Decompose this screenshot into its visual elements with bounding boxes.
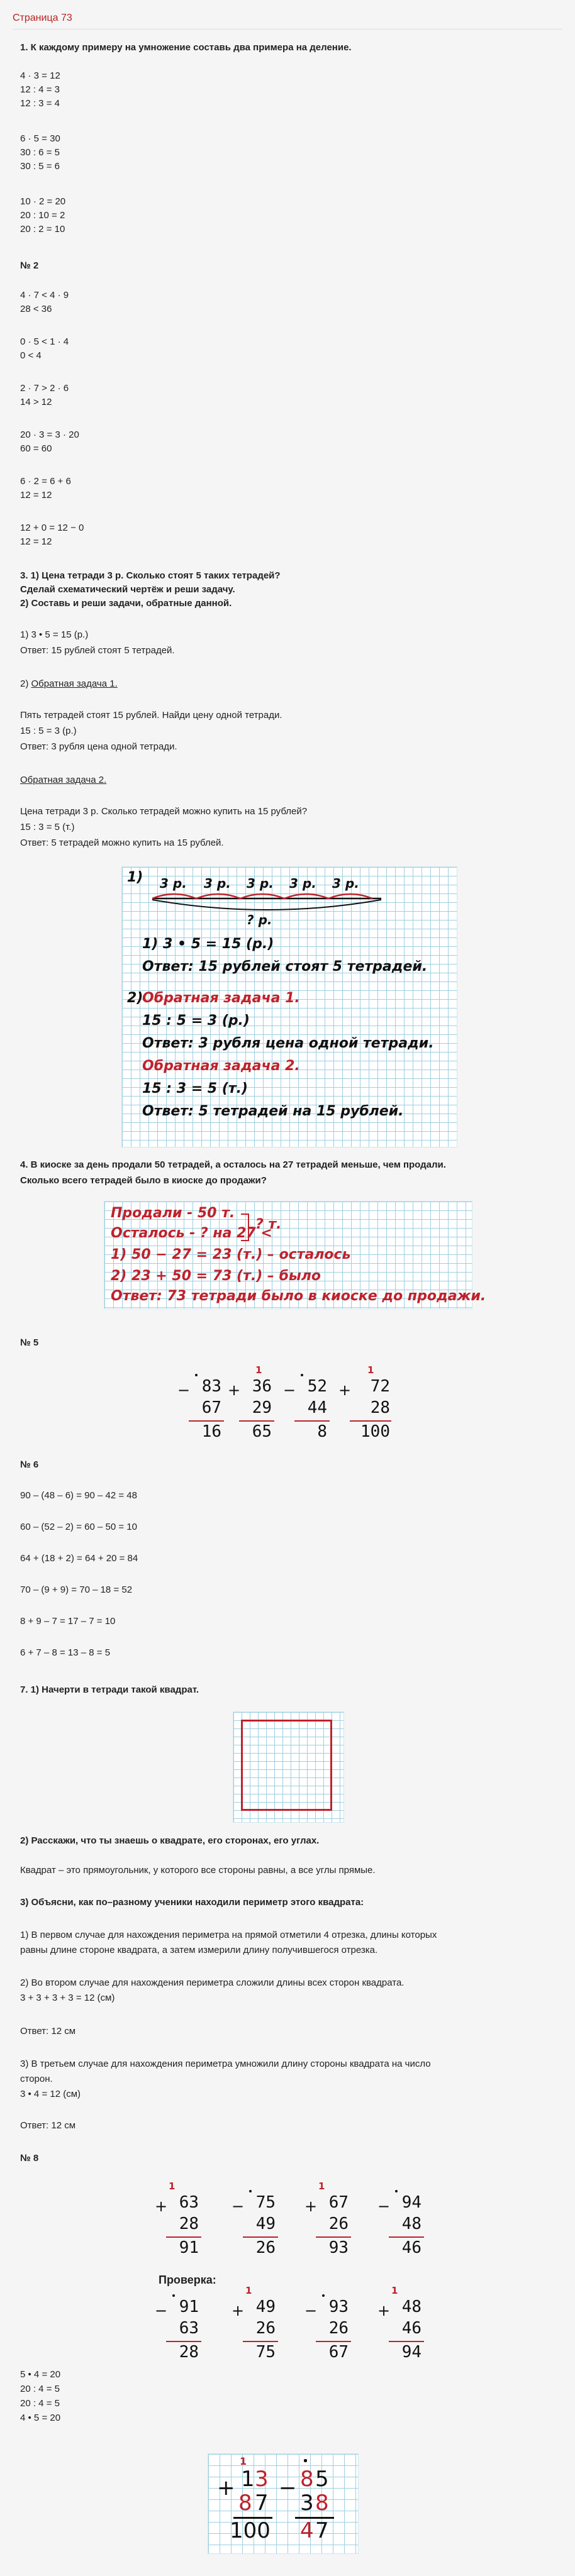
answer: Ответ: 3 рубля цена одной тетради. <box>142 1036 434 1051</box>
task3-answer: Ответ: 15 рублей стоят 5 тетрадей. <box>20 645 175 656</box>
plus-sign: + <box>217 2475 235 2501</box>
task3-solution: 1) 3 • 5 = 15 (р.) <box>20 629 89 640</box>
task3-notebook-image <box>121 866 457 1147</box>
task9-line: 5 • 4 = 20 <box>20 2369 61 2380</box>
task6-line: 90 – (48 – 6) = 90 – 42 = 48 <box>20 1490 137 1501</box>
task7-text: сторон. <box>20 2074 53 2084</box>
task2-line: 20 · 3 = 3 · 20 <box>20 429 79 440</box>
task2-line: 12 + 0 = 12 − 0 <box>20 522 84 533</box>
task7-text: равны длине стороне квадрата, а затем измерили длину получившегося отрезка. <box>20 1945 378 1955</box>
task1-line: 20 : 2 = 10 <box>20 224 65 235</box>
check-label: Проверка: <box>159 2274 216 2286</box>
task5-title: № 5 <box>20 1337 39 1348</box>
square-drawing <box>233 1711 344 1823</box>
task1-line: 30 : 6 = 5 <box>20 147 60 158</box>
item-number: 2) <box>127 990 143 1006</box>
task2-line: 2 · 7 > 2 · 6 <box>20 383 69 394</box>
task3-title: Сделай схематический чертёж и реши задачу. <box>20 584 235 595</box>
task6-line: 6 + 7 – 8 = 13 – 8 = 5 <box>20 1647 111 1658</box>
question-label: ? т. <box>255 1217 282 1232</box>
answer: Ответ: 73 тетради было в киоске до продажи. <box>111 1288 486 1304</box>
task2-line: 14 > 12 <box>20 397 52 407</box>
task7-text: 3) В третьем случае для нахождения периметра умножили длину стороны квадрата на число <box>20 2059 431 2069</box>
segment-label: 3 р. <box>204 876 231 891</box>
inverse-heading: Обратная задача 2. <box>142 1058 300 1074</box>
task7-text: Квадрат – это прямоугольник, у которого все стороны равны, а все углы прямые. <box>20 1865 376 1876</box>
answer: Ответ: 5 тетрадей на 15 рублей. <box>142 1103 404 1119</box>
segment-label: 3 р. <box>289 876 316 891</box>
item-number: 1) <box>127 870 143 885</box>
page-header: Страница 73 <box>13 13 72 23</box>
task7-text: 1) В первом случае для нахождения периметра на прямой отметили 4 отрезка, длины которых <box>20 1930 437 1940</box>
equation: 15 : 3 = 5 (т.) <box>142 1081 248 1097</box>
task2-title: № 2 <box>20 260 39 271</box>
column-addition: 1 + 49 26 75 <box>232 2285 282 2363</box>
left-label: Осталось - ? на 27 < <box>111 1225 272 1241</box>
equation: 1) 3 • 5 = 15 (р.) <box>142 936 274 952</box>
task4-notebook-image <box>104 1201 486 1309</box>
task2-line: 28 < 36 <box>20 304 52 314</box>
task2-line: 12 = 12 <box>20 490 52 500</box>
task2-line: 0 · 5 < 1 · 4 <box>20 336 69 347</box>
step2: 2) 23 + 50 = 73 (т.) – было <box>111 1268 321 1284</box>
column-subtraction: − 75 49 26 <box>232 2188 282 2258</box>
step1: 1) 50 − 27 = 23 (т.) – осталось <box>111 1247 351 1263</box>
task7-text: 3 + 3 + 3 + 3 = 12 (см) <box>20 1993 115 2003</box>
task3-inverse2-heading: Обратная задача 2. <box>20 775 107 785</box>
task2-line: 0 < 4 <box>20 350 42 361</box>
segment-label: 3 р. <box>332 876 359 891</box>
column-addition: 1 + 48 46 94 <box>377 2285 428 2363</box>
task3-inverse1-eq: 15 : 5 = 3 (р.) <box>20 726 77 736</box>
task1-line: 20 : 10 = 2 <box>20 210 65 221</box>
task9-notebook-image: 1 + 1 3 8 7 100 − 8 5 3 8 4 7 <box>208 2453 359 2554</box>
task6-line: 60 – (52 – 2) = 60 – 50 = 10 <box>20 1522 137 1532</box>
task7-subtitle: 2) Расскажи, что ты знаешь о квадрате, его сторонах, его углах. <box>20 1835 320 1846</box>
task1-line: 10 · 2 = 20 <box>20 196 66 207</box>
header-divider <box>13 29 562 30</box>
inverse-heading: Обратная задача 1. <box>142 990 300 1006</box>
column-addition: 1 + 67 26 93 <box>304 2181 355 2258</box>
column-addition: 1 + 72 28 100 <box>338 1364 390 1441</box>
task9-line: 20 : 4 = 5 <box>20 2384 60 2394</box>
task1-line: 4 · 3 = 12 <box>20 70 60 81</box>
task3-title: 3. 1) Цена тетради 3 р. Сколько стоят 5 таких тетрадей? <box>20 570 281 581</box>
column-subtraction: − 83 67 16 <box>177 1373 228 1442</box>
task2-line: 60 = 60 <box>20 443 52 454</box>
task9-line: 20 : 4 = 5 <box>20 2398 60 2409</box>
task1-line: 30 : 5 = 6 <box>20 161 60 172</box>
task3-inverse1-heading: 2) Обратная задача 1. <box>20 678 118 689</box>
task6-line: 8 + 9 – 7 = 17 – 7 = 10 <box>20 1616 116 1627</box>
task3-inverse1-answer: Ответ: 3 рубля цена одной тетради. <box>20 741 177 752</box>
task3-inverse2-text: Цена тетради 3 р. Сколько тетрадей можно купить на 15 рублей? <box>20 806 308 817</box>
task9-line: 4 • 5 = 20 <box>20 2413 61 2423</box>
minus-sign: − <box>279 2475 297 2501</box>
task7-title: 7. 1) Начерти в тетради такой квадрат. <box>20 1684 199 1695</box>
task7-subtitle: 3) Объясни, как по–разному ученики находили периметр этого квадрата: <box>20 1897 364 1908</box>
task1-line: 6 · 5 = 30 <box>20 133 60 144</box>
task6-line: 70 – (9 + 9) = 70 – 18 = 52 <box>20 1584 133 1595</box>
task2-line: 12 = 12 <box>20 536 52 547</box>
task2-line: 6 · 2 = 6 + 6 <box>20 476 71 487</box>
segment-label: 3 р. <box>160 876 187 891</box>
column-subtraction: − 91 63 28 <box>155 2292 205 2363</box>
total-label: ? р. <box>247 912 272 927</box>
task3-inverse2-answer: Ответ: 5 тетрадей можно купить на 15 рублей. <box>20 837 224 848</box>
task6-line: 64 + (18 + 2) = 64 + 20 = 84 <box>20 1553 138 1564</box>
task1-line: 12 : 4 = 3 <box>20 84 60 95</box>
task1-line: 12 : 3 = 4 <box>20 98 60 109</box>
task2-line: 4 · 7 < 4 · 9 <box>20 290 69 301</box>
task6-title: № 6 <box>20 1459 39 1470</box>
column-addition: 1 + 63 28 91 <box>155 2181 205 2258</box>
red-square <box>241 1720 332 1811</box>
task1-title: 1. К каждому примеру на умножение составь два примера на деление. <box>20 42 352 53</box>
task7-answer: Ответ: 12 см <box>20 2120 76 2131</box>
task3-inverse1-text: Пять тетрадей стоят 15 рублей. Найди цену одной тетради. <box>20 710 282 721</box>
column-addition: 1 + 36 29 65 <box>228 1364 278 1442</box>
task8-title: № 8 <box>20 2153 39 2164</box>
task3-title: 2) Составь и реши задачи, обратные данной. <box>20 598 232 609</box>
sold-label: Продали - 50 т. <box>111 1205 235 1221</box>
task7-text: 2) Во втором случае для нахождения периметра сложили длины всех сторон квадрата. <box>20 1977 405 1988</box>
equation: 15 : 5 = 3 (р.) <box>142 1013 250 1029</box>
column-subtraction: − 93 26 67 <box>304 2292 355 2363</box>
column-subtraction: − 52 44 8 <box>283 1373 333 1442</box>
task3-inverse2-eq: 15 : 3 = 5 (т.) <box>20 822 75 832</box>
column-subtraction: − 94 48 46 <box>377 2188 428 2258</box>
task4-title: Сколько всего тетрадей было в киоске до продажи? <box>20 1175 267 1186</box>
segment-label: 3 р. <box>247 876 274 891</box>
task4-title: 4. В киоске за день продали 50 тетрадей, а осталось на 27 тетрадей меньше, чем продали. <box>20 1159 446 1170</box>
task7-answer: Ответ: 12 см <box>20 2026 76 2037</box>
answer: Ответ: 15 рублей стоят 5 тетрадей. <box>142 959 428 975</box>
task7-text: 3 • 4 = 12 (см) <box>20 2089 81 2099</box>
